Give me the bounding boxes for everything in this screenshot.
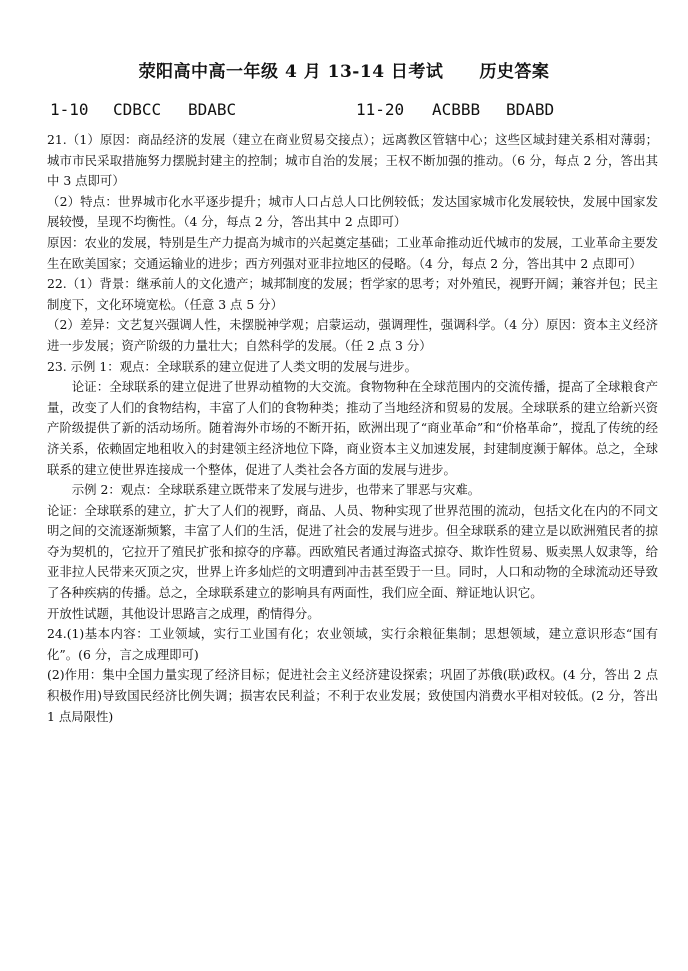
title-subject: 历史答案: [479, 62, 550, 82]
page-title: [0, 60, 688, 84]
answer-group-1-5: CDBCC: [113, 100, 162, 119]
answer-group-11-15: ACBBB: [432, 100, 481, 119]
q22-part1: 22.（1）背景：继承前人的文化遗产；城邦制度的发展；哲学家的思考；对外殖民，视野开阔；兼容并包；民主制度下，文化环境宽松。（任意 3 点 5 分）: [47, 276, 658, 312]
answer-range-1-10: 1-10: [50, 100, 89, 119]
answer-group-16-20: BDABD: [506, 100, 555, 119]
title-main: 荥阳高中高一年级 4 月 13-14 日考试: [138, 62, 444, 82]
q21-part1: 21.（1）原因：商品经济的发展（建立在商业贸易交接点）；远离教区管辖中心；这些区域封建关系相对薄弱；城市市民采取措施努力摆脱封建主的控制；城市自治的发展；王权不断加强的推动。（6 分，每点 2 分，答出其中 3 点即可）: [47, 132, 658, 189]
q24-part1: 24.(1)基本内容：工业领域，实行工业国有化；农业领域，实行余粮征集制；思想领域，建立意识形态“国有化”。(6 分，言之成理即可): [47, 626, 658, 662]
answer-group-6-10: BDABC: [188, 100, 237, 119]
q21-part2-features: （2）特点：世界城市化水平逐步提升；城市人口占总人口比例较低；发达国家城市化发展较快，发展中国家发展较慢，呈现不均衡性。（4 分，每点 2 分，答出其中 2 点即可）: [47, 193, 658, 230]
q23-example1-argument: 论证：全球联系的建立促进了世界动植物的大交流。食物物种在全球范围内的交流传播，提高了全球粮食产量，改变了人们的食物结构，丰富了人们的食物种类；推动了当地经济和贸易的发展。全球联系的建立给新兴资产阶级提供了新的活动场所。随着海外市场的不断开拓，欧洲出现了“商业革命”和“价格革命”，搅乱了传统的经济关系，依赖固定地租收入的封建领主经济地位下降，商业资本主义加速发展，封建制度濒于解体。总之，全球联系的建立使世界连接成一个整体，促进了人类社会各方面的发展与进步。: [47, 379, 658, 477]
q23-example2-argument: 论证：全球联系的建立，扩大了人们的视野，商品、人员、物种实现了世界范围的流动，包括文化在内的不同文明之间的交流逐渐频繁，丰富了人们的生活，促进了社会的发展与进步。但全球联系的建立是以欧洲殖民者的掠夺为契机的，它拉开了殖民扩张和掠夺的序幕。西欧殖民者通过海盗式掠夺、欺诈性贸易、贩卖黑人奴隶等，给亚非拉人民带来灭顶之灾，世界上许多灿烂的文明遭到冲击甚至毁于一旦。同时，人口和动物的全球流动还导致了各种疾病的传播。总之，全球联系建立的影响具有两面性，我们应全面、辩证地认识它。: [47, 502, 658, 601]
q23-scoring-note: 开放性试题，其他设计思路言之成理，酌情得分。: [47, 605, 320, 621]
q24-part2: (2)作用：集中全国力量实现了经济目标；促进社会主义经济建设探索；巩固了苏俄(联)政权。(4 分，答出 2 点积极作用)导致国民经济比例失调；损害农民利益；不利于农业发展；致使国内消费水平相对较低。(2 分，答出 1 点局限性): [47, 667, 658, 724]
q21-part2-reasons: 原因：农业的发展，特别是生产力提高为城市的兴起奠定基础；工业革命推动近代城市的发展，工业革命主要发生在欧美国家；交通运输业的进步；西方列强对亚非拉地区的侵略。（4 分，每点 2 分，答出其中 2 点即可）: [47, 234, 658, 271]
q23-example2-viewpoint: 示例 2：观点：全球联系建立既带来了发展与进步，也带来了罪恶与灾难。: [71, 482, 481, 498]
q22-part2: （2）差异：文艺复兴强调人性，未摆脱神学观；启蒙运动，强调理性，强调科学。（4 分）原因：资本主义经济进一步发展；资产阶级的力量壮大；自然科学的发展。（任 2 点 3 分）: [47, 317, 658, 353]
answer-body: [47, 130, 658, 727]
answer-range-11-20: 11-20: [356, 100, 405, 119]
q23-example1-viewpoint: 23. 示例 1：观点：全球联系的建立促进了人类文明的发展与进步。: [47, 358, 418, 374]
